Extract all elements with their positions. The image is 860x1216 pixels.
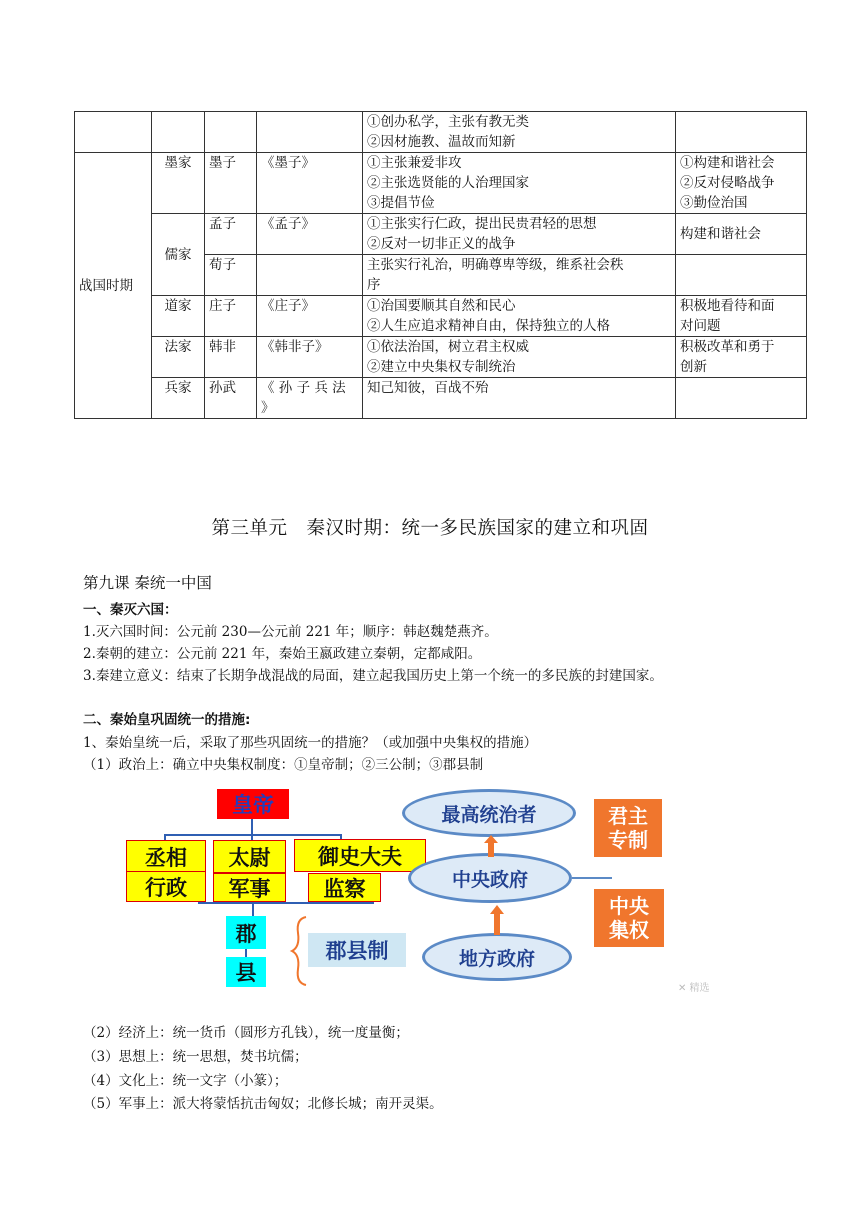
table-row [75, 337, 807, 378]
person-cell: 庄子 [205, 296, 257, 337]
book-cell: 《孟子》 [257, 214, 363, 255]
taiwei-box: 太尉 [213, 840, 286, 873]
list-item: 1.灭六国时间：公元前 230—公元前 221 年；顺序：韩赵魏楚燕齐。 [83, 624, 498, 640]
value-cell: 构建和谐社会 [676, 214, 807, 255]
book-line: 》 [261, 400, 275, 416]
autocracy-box [594, 799, 662, 857]
censor-role-box: 监察 [308, 873, 381, 902]
centralization-box [594, 889, 664, 947]
school-cell: 兵家 [152, 378, 205, 419]
table-row [75, 112, 807, 153]
value-cell [676, 337, 807, 378]
content-line: ②因材施教、温故而知新 [367, 134, 516, 150]
person-cell: 孟子 [205, 214, 257, 255]
government-diagram [120, 785, 720, 995]
value-cell [676, 296, 807, 337]
chancellor-role-box: 行政 [126, 871, 206, 902]
content-line: ②人生应追求精神自由，保持独立的人格 [367, 318, 610, 334]
table-cell [257, 112, 363, 153]
person-cell: 韩非 [205, 337, 257, 378]
watermark: ✕ 精选 [678, 983, 710, 994]
person-cell: 孙武 [205, 378, 257, 419]
book-cell: 《庄子》 [257, 296, 363, 337]
question-text: 1、秦始皇统一后，采取了那些巩固统一的措施？（或加强中央集权的措施） [83, 735, 538, 751]
table-row [75, 214, 807, 255]
value-cell [676, 153, 807, 214]
section-heading: 一、秦灭六国： [83, 602, 178, 618]
content-line: ①创办私学，主张有教无类 [367, 114, 529, 130]
content-line: ①主张兼爱非攻 [367, 155, 462, 171]
content-line: 主张实行礼治，明确尊卑等级，维系社会秩 [367, 257, 624, 273]
list-item: （4）文化上：统一文字（小篆）； [83, 1073, 288, 1089]
supreme-ruler-ellipse: 最高统治者 [402, 789, 576, 837]
connector-line [572, 877, 612, 879]
school-cell: 墨家 [152, 153, 205, 214]
content-line: ①治国要顺其自然和民心 [367, 298, 516, 314]
arrow-up-icon [484, 835, 498, 857]
arrow-up-icon [490, 905, 504, 935]
centralization-line: 集权 [609, 918, 649, 942]
table-cell [152, 112, 205, 153]
content-cell [363, 214, 676, 255]
content-line: ①主张实行仁政，提出民贵君轻的思想 [367, 216, 597, 232]
value-line: 对问题 [680, 318, 721, 334]
centralization-line: 中央 [609, 894, 649, 918]
value-cell [676, 378, 807, 419]
period-cell: 战国时期 [75, 153, 152, 419]
book-line: 《 孙 子 兵 法 [261, 380, 346, 396]
autocracy-line: 君主 [608, 804, 648, 828]
content-cell [363, 337, 676, 378]
content-line: ②建立中央集权专制统治 [367, 359, 516, 375]
censor-box: 御史大夫 [294, 839, 426, 872]
table-row [75, 296, 807, 337]
value-line: ②反对侵略战争 [680, 175, 775, 191]
autocracy-line: 专制 [608, 828, 648, 852]
commandery-box: 郡 [226, 916, 266, 949]
value-cell [676, 255, 807, 296]
content-cell: 知己知彼，百战不殆 [363, 378, 676, 419]
value-line: ①构建和谐社会 [680, 155, 775, 171]
taiwei-role-box: 军事 [213, 873, 286, 902]
content-cell [363, 255, 676, 296]
section-heading: 二、秦始皇巩固统一的措施: [83, 712, 251, 728]
list-item: （3）思想上：统一思想，焚书坑儒； [83, 1049, 308, 1065]
emperor-box: 皇帝 [217, 789, 289, 819]
value-line: 积极地看待和面 [680, 298, 775, 314]
philosophers-table [74, 111, 807, 419]
table-cell [75, 112, 152, 153]
content-line: ③提倡节俭 [367, 195, 435, 211]
content-cell [363, 296, 676, 337]
content-line: ①依法治国，树立君主权威 [367, 339, 529, 355]
chancellor-box: 丞相 [126, 840, 206, 873]
list-item: （1）政治上：确立中央集权制度：①皇帝制；②三公制；③郡县制 [83, 757, 484, 773]
list-item: 3.秦建立意义：结束了长期争战混战的局面，建立起我国历史上第一个统一的多民族的封建国家。 [83, 668, 663, 684]
content-cell [363, 153, 676, 214]
table-row [75, 378, 807, 419]
book-cell [257, 378, 363, 419]
central-gov-ellipse: 中央政府 [408, 853, 572, 903]
value-line: 创新 [680, 359, 707, 375]
county-system-label: 郡县制 [308, 933, 406, 967]
school-cell: 道家 [152, 296, 205, 337]
table-cell-content [363, 112, 676, 153]
value-line: ③勤俭治国 [680, 195, 748, 211]
local-gov-ellipse: 地方政府 [422, 933, 572, 981]
school-cell: 儒家 [152, 214, 205, 296]
county-box: 县 [226, 957, 266, 987]
table-cell [205, 112, 257, 153]
book-cell: 《墨子》 [257, 153, 363, 214]
unit-title: 第三单元 秦汉时期：统一多民族国家的建立和巩固 [211, 518, 649, 539]
content-line: 序 [367, 277, 381, 293]
connector-line [252, 902, 254, 916]
person-cell: 荀子 [205, 255, 257, 296]
table-cell [676, 112, 807, 153]
connector-line [245, 949, 247, 957]
school-cell: 法家 [152, 337, 205, 378]
content-line: ②主张选贤能的人治理国家 [367, 175, 529, 191]
book-cell [257, 255, 363, 296]
list-item: 2.秦朝的建立：公元前 221 年，秦始王嬴政建立秦朝，定都咸阳。 [83, 646, 482, 662]
book-cell: 《韩非子》 [257, 337, 363, 378]
person-cell: 墨子 [205, 153, 257, 214]
list-item: （5）军事上：派大将蒙恬抗击匈奴；北修长城；南开灵渠。 [83, 1096, 443, 1112]
lesson-title: 第九课 秦统一中国 [83, 574, 212, 592]
value-line: 积极改革和勇于 [680, 339, 775, 355]
list-item: （2）经济上：统一货币（圆形方孔钱），统一度量衡； [83, 1025, 409, 1041]
content-line: ②反对一切非正义的战争 [367, 236, 516, 252]
table-row [75, 153, 807, 214]
